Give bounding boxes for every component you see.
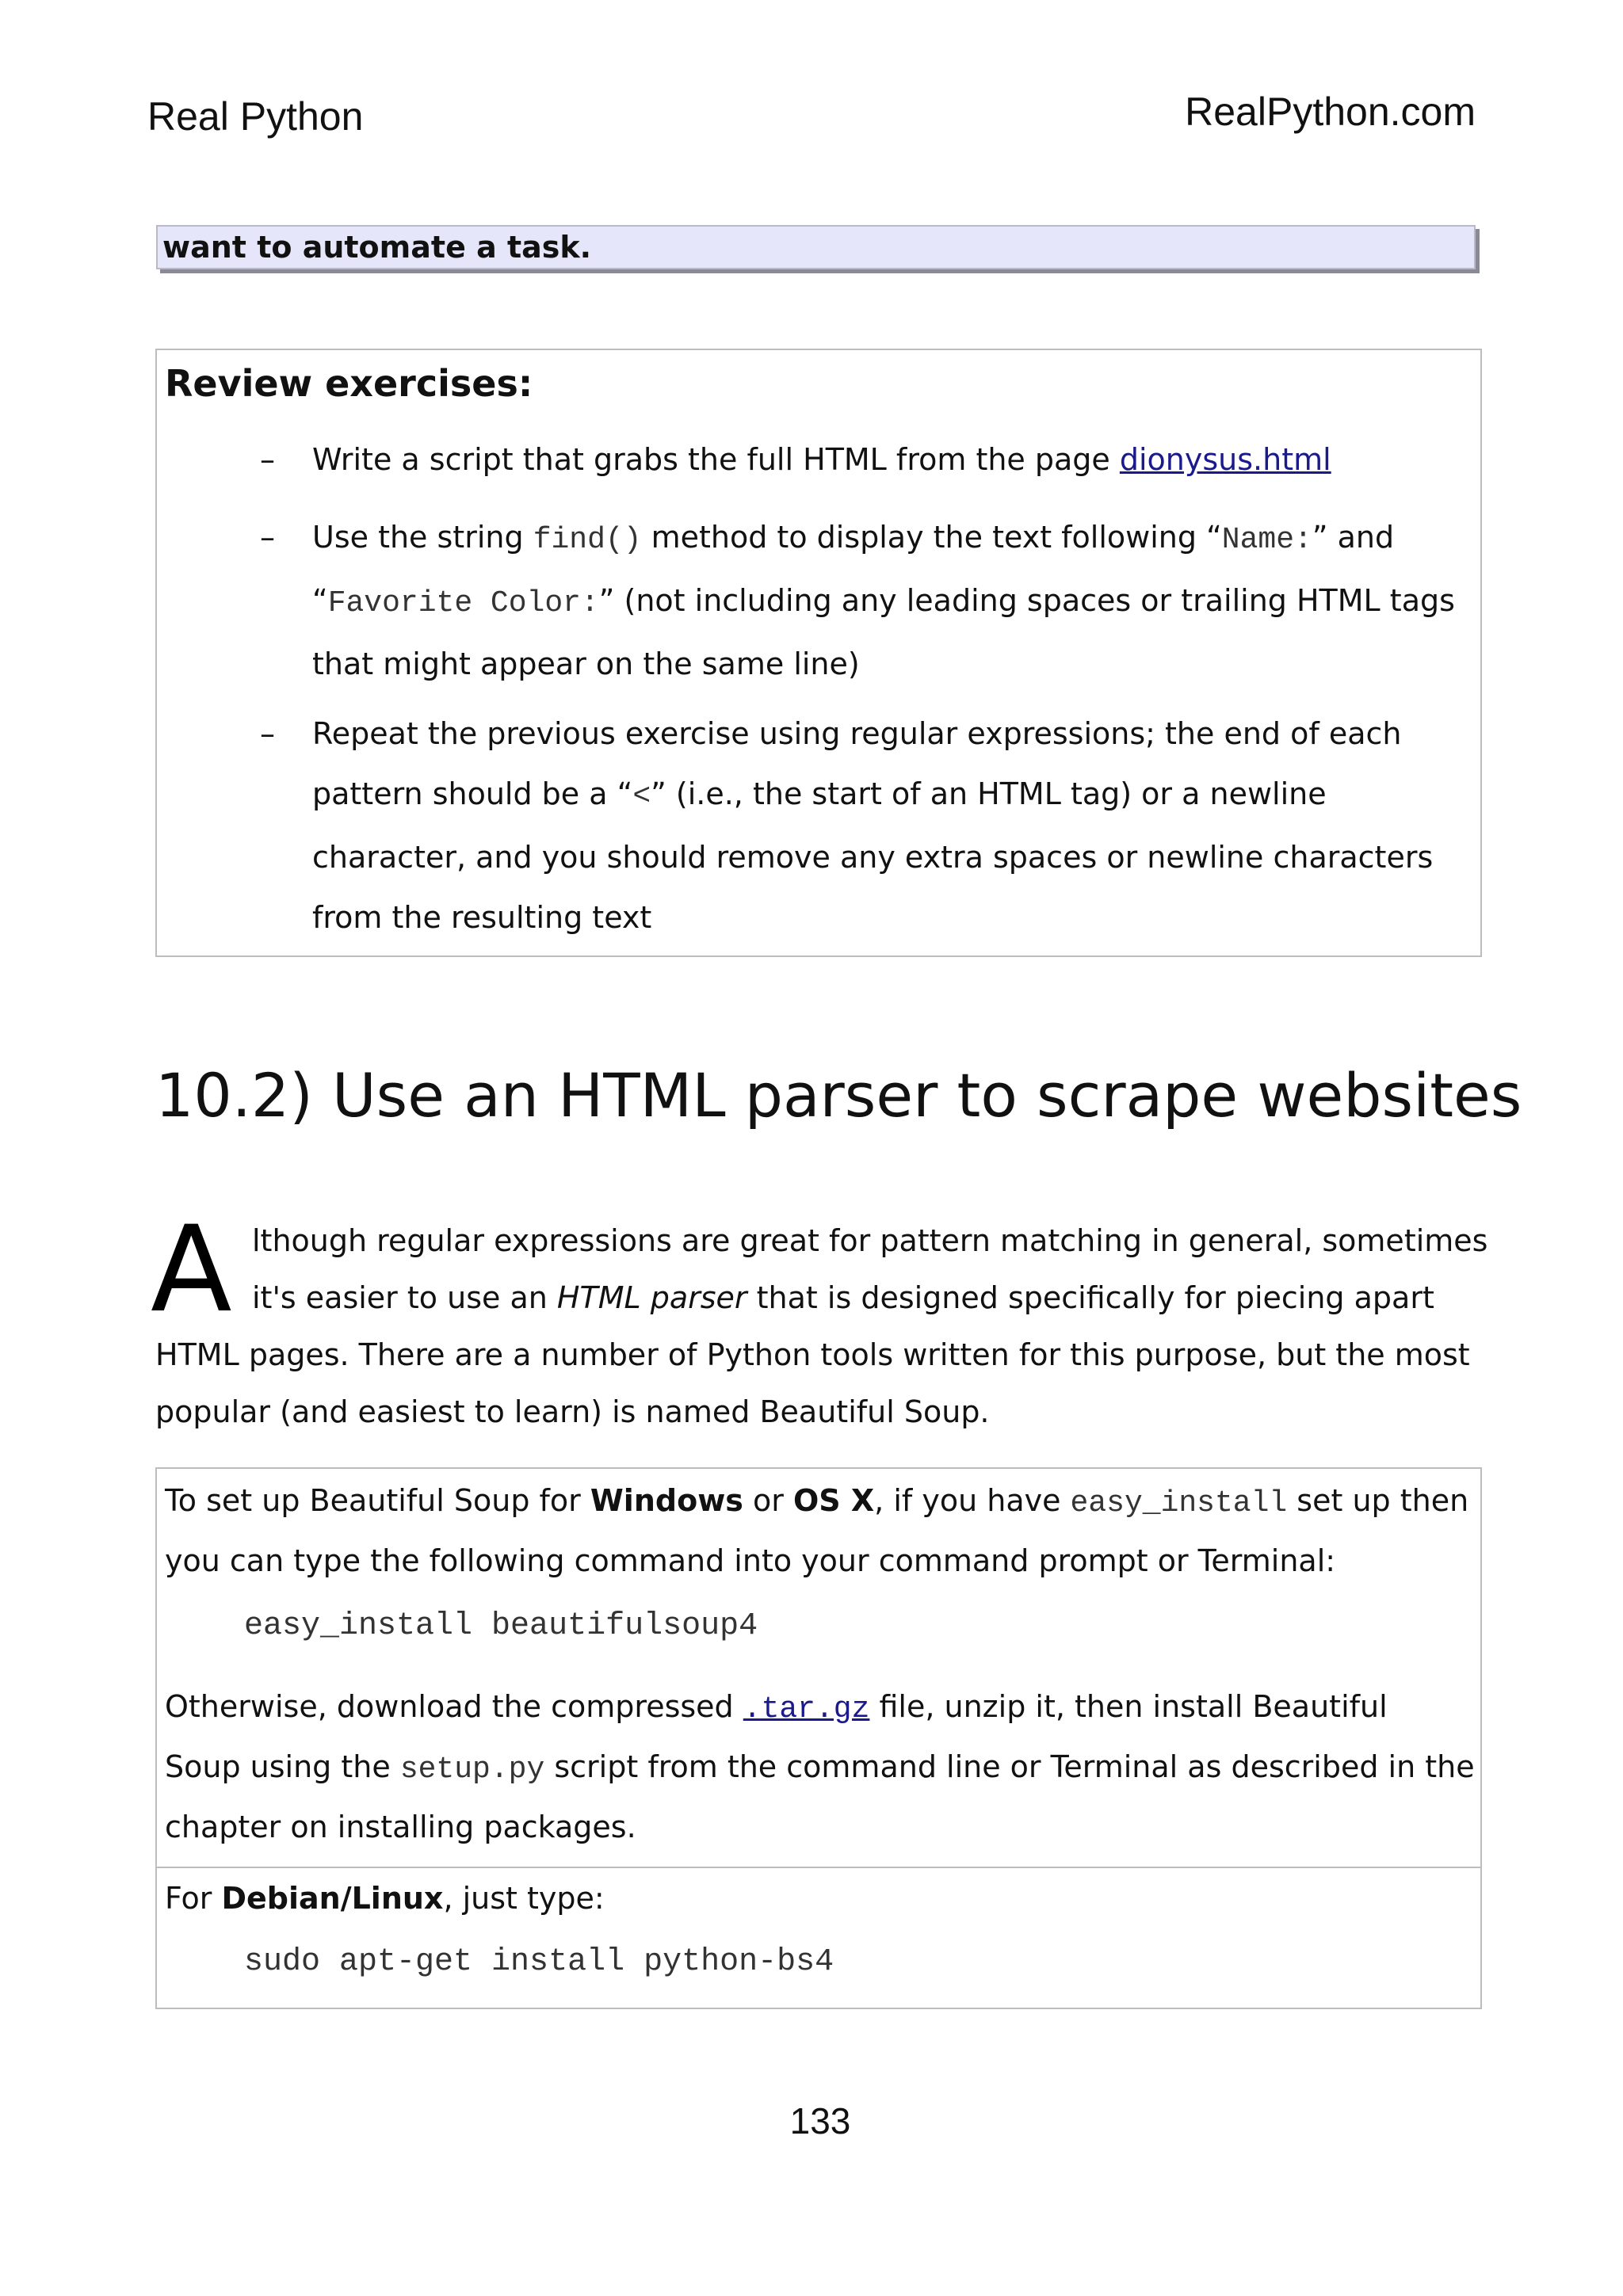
- running-header-title: Real Python: [147, 94, 364, 139]
- bold-text: OS X: [792, 1483, 875, 1518]
- exercise-item: [260, 507, 1469, 694]
- note-text: want to automate a task.: [162, 230, 592, 265]
- paragraph-text: it's easier to use an: [252, 1280, 557, 1315]
- install-text: , if you have: [874, 1483, 1071, 1518]
- inline-code: <: [632, 780, 651, 814]
- section-heading: 10.2) Use an HTML parser to scrape websites: [155, 1060, 1522, 1131]
- install-text: script from the command line or Terminal as described in the: [544, 1749, 1475, 1784]
- inline-code: find(): [533, 523, 642, 557]
- paragraph-line: popular (and easiest to learn) is named Beautiful Soup.: [155, 1394, 990, 1429]
- bold-text: Debian/Linux: [221, 1881, 444, 1916]
- list-dash: –: [260, 520, 275, 555]
- install-line: [165, 1676, 1388, 1740]
- exercise-text: ” (i.e., the start of an HTML tag) or a newline: [651, 776, 1327, 811]
- paragraph-text: that is designed specifically for piecing apart: [747, 1280, 1434, 1315]
- dionysus-link[interactable]: dionysus.html: [1119, 442, 1331, 477]
- inline-code: easy_install: [1070, 1486, 1288, 1520]
- exercise-line: [312, 570, 1469, 634]
- paragraph-line: [252, 1269, 1434, 1326]
- emphasis-text: HTML parser: [556, 1280, 747, 1315]
- drop-cap: A: [151, 1201, 232, 1339]
- review-title: Review exercises:: [165, 362, 533, 405]
- targz-link[interactable]: .tar.gz: [743, 1692, 870, 1726]
- exercise-text: ” and: [1312, 520, 1395, 555]
- exercise-text: ” (not including any leading spaces or trailing HTML tags: [598, 583, 1455, 618]
- install-line: chapter on installing packages.: [165, 1810, 636, 1844]
- paragraph-line: lthough regular expressions are great for pattern matching in general, sometimes: [252, 1223, 1488, 1258]
- exercise-text: method to display the text following “: [641, 520, 1222, 555]
- list-dash: –: [260, 442, 275, 477]
- exercise-item: [260, 704, 1469, 948]
- page-number: 133: [789, 2100, 851, 2142]
- debian-line: [165, 1868, 605, 1928]
- install-text: or: [743, 1483, 793, 1518]
- install-line: [165, 1737, 1475, 1800]
- inline-code: Favorite Color:: [327, 586, 599, 620]
- exercise-line: that might appear on the same line): [312, 646, 860, 681]
- review-exercises-box: [155, 349, 1482, 957]
- inline-code: Name:: [1221, 523, 1312, 557]
- install-text: set up then: [1287, 1483, 1469, 1518]
- exercise-line: [312, 507, 1469, 570]
- install-instructions-box: [155, 1467, 1482, 1868]
- debian-text: , just type:: [443, 1881, 605, 1916]
- note-box: [156, 225, 1476, 269]
- exercise-line: from the resulting text: [312, 900, 652, 935]
- exercise-text: Use the string: [312, 520, 533, 555]
- debian-text: For: [165, 1881, 222, 1916]
- exercise-text: Write a script that grabs the full HTML from the page: [312, 442, 1120, 477]
- code-command: sudo apt-get install python-bs4: [244, 1944, 834, 1980]
- install-text: Otherwise, download the compressed: [165, 1689, 743, 1724]
- list-dash: –: [260, 716, 275, 751]
- exercise-line: character, and you should remove any extra spaces or newline characters: [312, 840, 1434, 875]
- paragraph-line: HTML pages. There are a number of Python tools written for this purpose, but the most: [155, 1337, 1470, 1372]
- running-header-site: RealPython.com: [1185, 90, 1476, 134]
- exercise-text: “: [312, 583, 328, 618]
- bold-text: Windows: [590, 1483, 743, 1518]
- exercise-line: Repeat the previous exercise using regular expressions; the end of each: [312, 716, 1402, 751]
- install-line: you can type the following command into your command prompt or Terminal:: [165, 1543, 1336, 1578]
- install-text: To set up Beautiful Soup for: [165, 1483, 590, 1518]
- exercise-item: [260, 429, 1469, 490]
- code-command: easy_install beautifulsoup4: [244, 1608, 758, 1644]
- exercise-line: [312, 764, 1469, 827]
- install-text: Soup using the: [165, 1749, 400, 1784]
- inline-code: setup.py: [399, 1753, 545, 1787]
- debian-instructions-box: [155, 1867, 1482, 2009]
- install-line: [165, 1470, 1468, 1534]
- exercise-text: pattern should be a “: [312, 776, 633, 811]
- install-text: file, unzip it, then install Beautiful: [869, 1689, 1388, 1724]
